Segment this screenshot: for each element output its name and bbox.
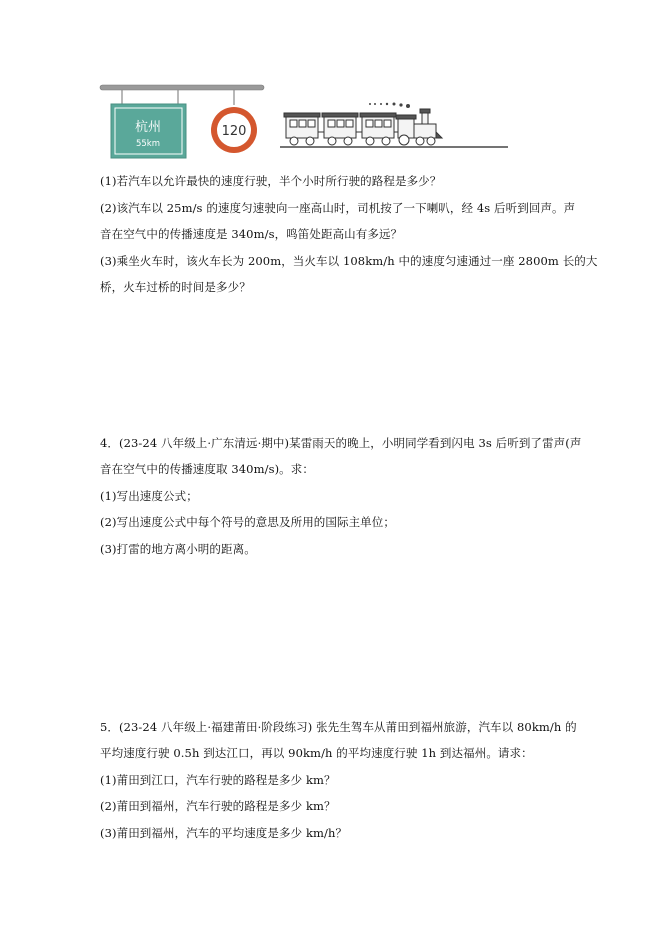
q3-line-1: (1)若汽车以允许最快的速度行驶，半个小时所行驶的路程是多少？ — [100, 174, 442, 188]
q3-line-2: (2)该汽车以 25m/s 的速度匀速驶向一座高山时，司机按了一下喇叭，经 4s 后听到回声。声 — [100, 201, 576, 215]
train-illustration — [284, 109, 442, 145]
speed-limit-sign — [211, 107, 257, 153]
q3-line-3: 音在空气中的传播速度是 340m/s，鸣笛处距高山有多远？ — [100, 227, 403, 241]
q4-line-4: (2)写出速度公式中每个符号的意思及所用的国际主单位； — [100, 515, 395, 529]
sign-city: 杭州 — [134, 120, 162, 135]
q5-line-1: 5．(23-24 八年级上·福建莆田·阶段练习) 张先生驾车从莆田到福州旅游，汽车以 80km/h 的 — [100, 720, 577, 734]
problem-figure — [98, 80, 518, 162]
q4-line-1: 4．(23-24 八年级上·广东清远·期中)某雷雨天的晚上，小明同学看到闪电 3s 后听到了雷声(声 — [100, 436, 582, 450]
q5-line-4: (2)莆田到福州，汽车行驶的路程是多少 km？ — [100, 799, 336, 813]
q4-line-3: (1)写出速度公式； — [100, 489, 198, 503]
q4-line-2: 音在空气中的传播速度取 340m/s)。求： — [100, 462, 314, 476]
q3-line-4: (3)乘坐火车时，该火车长为 200m，当火车以 108km/h 中的速度匀速通过一座 2800m 长的大 — [100, 254, 598, 268]
q3-line-5: 桥，火车过桥的时间是多少？ — [100, 280, 251, 294]
q5-line-5: (3)莆田到福州，汽车的平均速度是多少 km/h？ — [100, 826, 348, 840]
smoke-puffs — [369, 103, 410, 109]
sign-distance: 55km — [135, 139, 161, 149]
sign-pole — [100, 85, 264, 90]
q5-line-3: (1)莆田到江口，汽车行驶的路程是多少 km？ — [100, 773, 336, 787]
speed-limit-value: 120 — [221, 124, 247, 139]
q4-line-5: (3)打雷的地方离小明的距离。 — [100, 542, 256, 556]
q5-line-2: 平均速度行驶 0.5h 到达江口，再以 90km/h 的平均速度行驶 1h 到达福州。请求： — [100, 746, 533, 760]
distance-sign — [111, 104, 186, 158]
